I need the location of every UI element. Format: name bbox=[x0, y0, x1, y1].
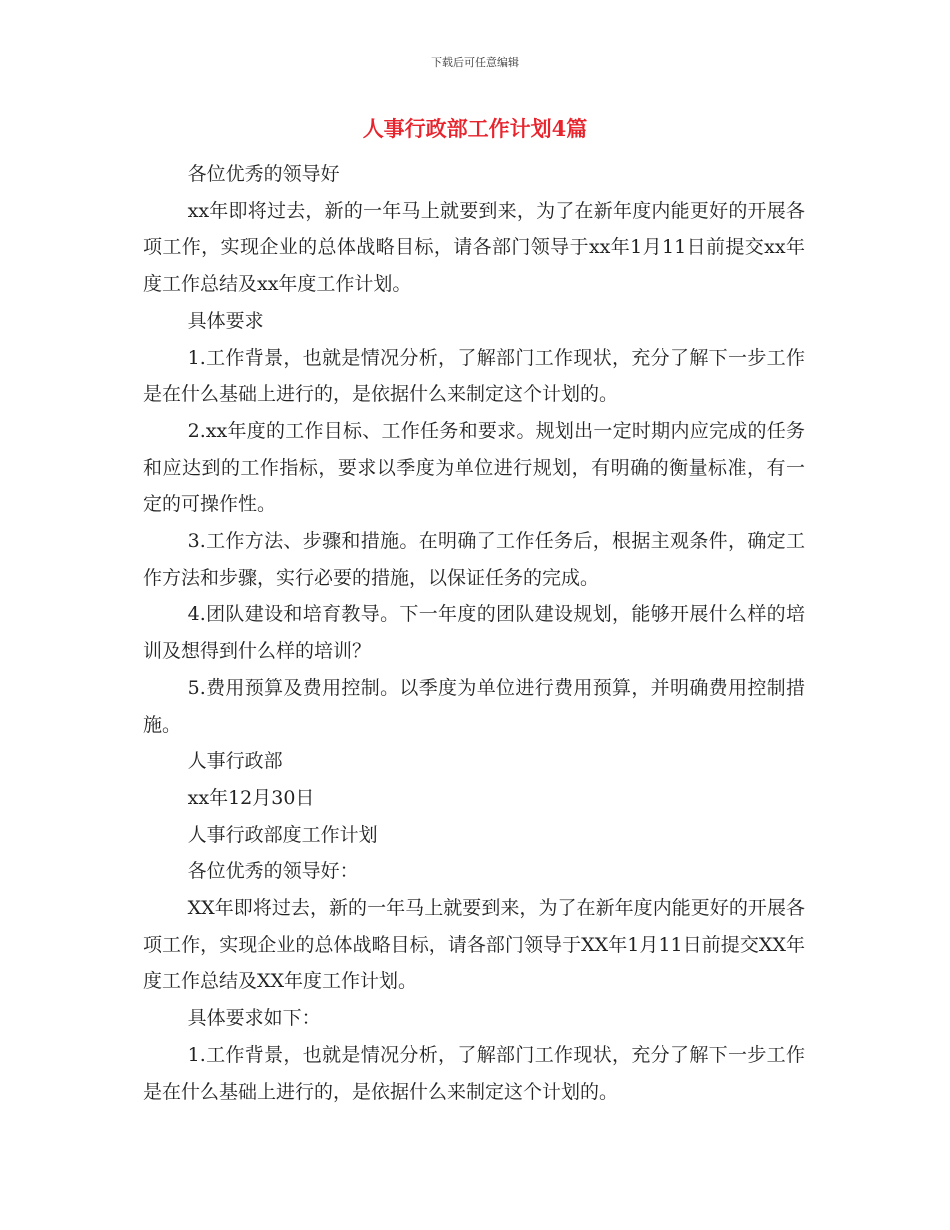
paragraph-greeting: 各位优秀的领导好 bbox=[187, 163, 340, 185]
paragraph-item-3: 3.工作方法、步骤和措施。在明确了工作任务后，根据主观条件，确定工作方法和步骤，实行必要的措施，以保证任务的完成。 bbox=[143, 530, 805, 589]
paragraph-item-1-2: 1.工作背景，也就是情况分析，了解部门工作现状，充分了解下一步工作是在什么基础上进行的，是依据什么来制定这个计划的。 bbox=[143, 1043, 805, 1103]
paragraph-intro: xx年即将过去，新的一年马上就要到来，为了在新年度内能更好的开展各项工作，实现企业的总体战略目标，请各部门领导于xx年1月11日前提交xx年度工作总结及xx年度工作计划。 bbox=[143, 199, 805, 296]
document-body bbox=[143, 156, 805, 1110]
paragraph-signature-dept: 人事行政部 bbox=[187, 750, 283, 773]
paragraph-item-1: 1.工作背景，也就是情况分析，了解部门工作现状，充分了解下一步工作是在什么基础上进行的，是依据什么来制定这个计划的。 bbox=[143, 346, 805, 406]
paragraph-requirements-heading: 具体要求 bbox=[187, 309, 264, 332]
paragraph-item-2: 2.xx年度的工作目标、工作任务和要求。规划出一定时期内应完成的任务和应达到的工作指标，要求以季度为单位进行规划，有明确的衡量标准，有一定的可操作性。 bbox=[143, 419, 805, 516]
paragraph-second-title: 人事行政部度工作计划 bbox=[187, 823, 378, 846]
document-title: 人事行政部工作计划4篇 bbox=[362, 116, 588, 141]
paragraph-item-4: 4.团队建设和培育教导。下一年度的团队建设规划，能够开展什么样的培训及想得到什么样的培训？ bbox=[143, 603, 805, 663]
header-note: 下载后可任意编辑 bbox=[431, 56, 519, 69]
paragraph-signature-date: xx年12月30日 bbox=[187, 786, 315, 809]
paragraph-requirements-heading-2: 具体要求如下： bbox=[187, 1007, 321, 1030]
paragraph-greeting-2: 各位优秀的领导好： bbox=[187, 860, 359, 883]
paragraph-item-5: 5.费用预算及费用控制。以季度为单位进行费用预算，并明确费用控制措施。 bbox=[143, 676, 805, 736]
paragraph-intro-2: XX年即将过去，新的一年马上就要到来，为了在新年度内能更好的开展各项工作，实现企业的总体战略目标，请各部门领导于XX年1月11日前提交XX年度工作总结及XX年度工作计划。 bbox=[143, 897, 805, 993]
